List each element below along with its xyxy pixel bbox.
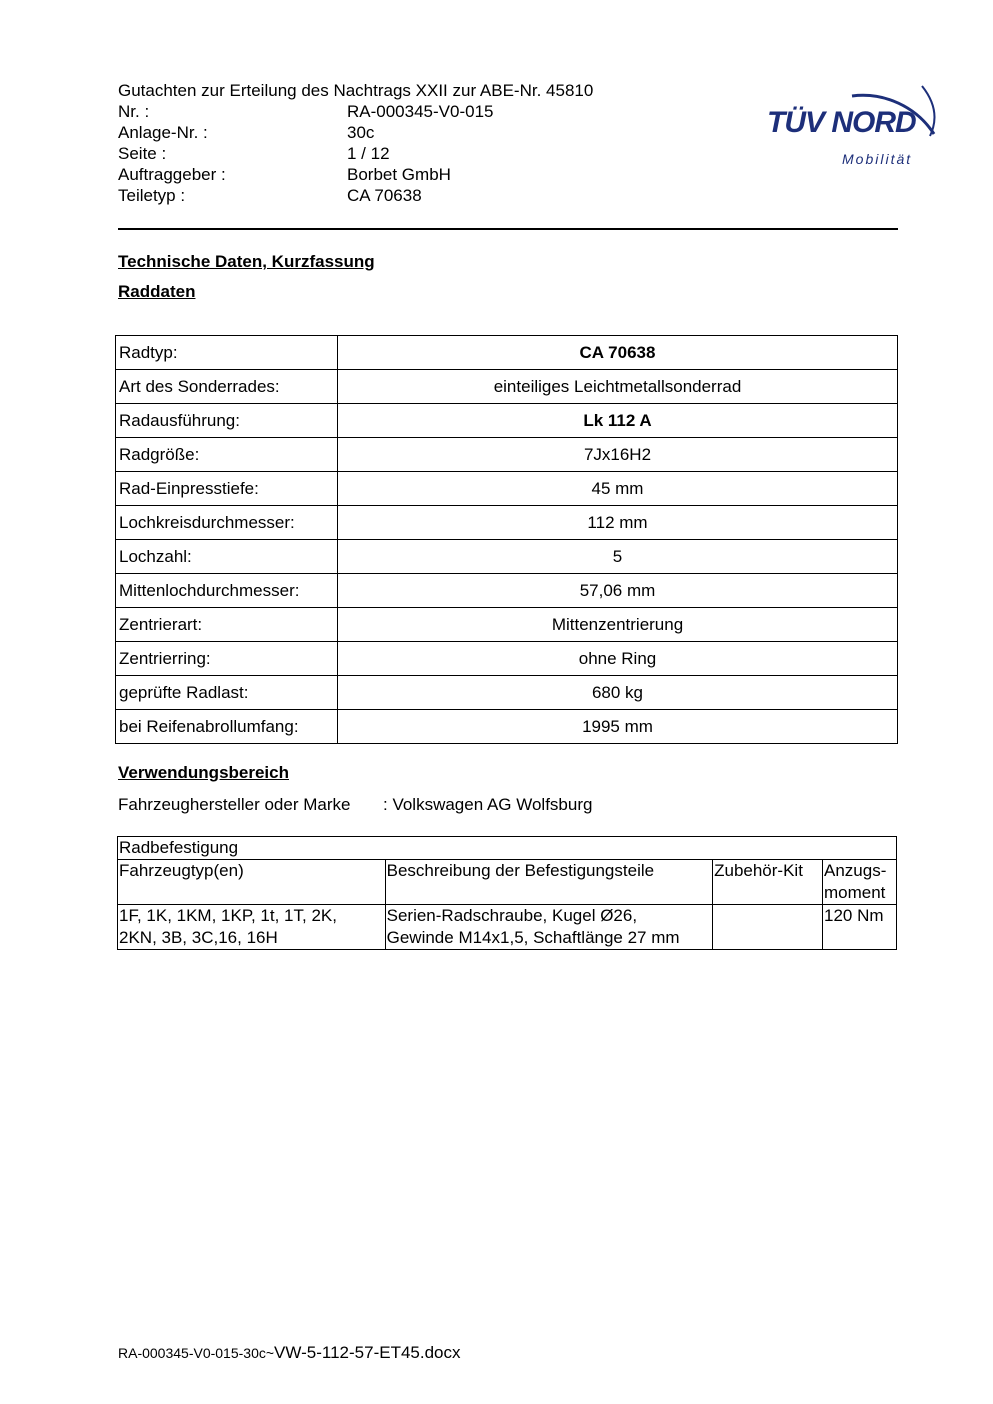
header-row-annex: Anlage-Nr. : 30c <box>118 123 375 142</box>
section-usage: Verwendungsbereich <box>118 763 289 782</box>
table-row: Lochkreisdurchmesser: 112 mm <box>116 506 898 540</box>
tightening-torque: 120 Nm <box>823 905 897 950</box>
table-row: Zentrierring: ohne Ring <box>116 642 898 676</box>
fixing-description: Serien-Radschraube, Kugel Ø26, Gewinde M14x1,5, Schaftlänge 27 mm <box>385 905 712 950</box>
table-row: Zentrierart: Mittenzentrierung <box>116 608 898 642</box>
report-title: Gutachten zur Erteilung des Nachtrags XXII zur ABE-Nr. 45810 <box>118 81 594 100</box>
fixing-table-title: Radbefestigung <box>118 837 897 860</box>
table-row: Radgröße: 7Jx16H2 <box>116 438 898 472</box>
column-header: Fahrzeugtyp(en) <box>118 860 386 905</box>
manufacturer-line <box>118 795 592 815</box>
table-row: Lochzahl: 5 <box>116 540 898 574</box>
table-row <box>118 837 897 860</box>
section-technical-summary: Technische Daten, Kurzfassung <box>118 252 375 271</box>
document-header <box>118 80 593 206</box>
header-row-number: Nr. : RA-000345-V0-015 <box>118 102 494 121</box>
accessory-kit <box>713 905 823 950</box>
column-header: Zubehör-Kit <box>713 860 823 905</box>
header-row-part-type: Teiletyp : CA 70638 <box>118 186 422 205</box>
column-header: Beschreibung der Befestigungsteile <box>385 860 712 905</box>
table-row: geprüfte Radlast: 680 kg <box>116 676 898 710</box>
tuv-nord-logo <box>762 56 942 171</box>
table-row: bei Reifenabrollumfang: 1995 mm <box>116 710 898 744</box>
logo-subtitle: Mobilität <box>842 151 913 167</box>
header-row-page: Seite : 1 / 12 <box>118 144 390 163</box>
section-wheel-data: Raddaten <box>118 282 196 301</box>
table-row: Radausführung: Lk 112 A <box>116 404 898 438</box>
manufacturer-value: : Volkswagen AG Wolfsburg <box>383 795 593 814</box>
table-row: Mittenlochdurchmesser: 57,06 mm <box>116 574 898 608</box>
header-row-client: Auftraggeber : Borbet GmbH <box>118 165 451 184</box>
table-row: Art des Sonderrades: einteiliges Leichtmetallsonderrad <box>116 370 898 404</box>
table-row: Rad-Einpresstiefe: 45 mm <box>116 472 898 506</box>
table-row <box>118 905 897 950</box>
logo-wordmark: TÜV NORD <box>767 106 916 139</box>
column-header: Anzugs- moment <box>823 860 897 905</box>
header-divider <box>118 228 898 230</box>
wheel-data-table <box>115 335 898 744</box>
table-row: Radtyp: CA 70638 <box>116 336 898 370</box>
footer-filename: RA-000345-V0-015-30c~VW-5-112-57-ET45.docx <box>118 1343 461 1362</box>
vehicle-types: 1F, 1K, 1KM, 1KP, 1t, 1T, 2K, 2KN, 3B, 3C,16, 16H <box>118 905 386 950</box>
table-row <box>118 860 897 905</box>
fixing-table <box>117 836 897 950</box>
manufacturer-label: Fahrzeughersteller oder Marke <box>118 795 351 814</box>
